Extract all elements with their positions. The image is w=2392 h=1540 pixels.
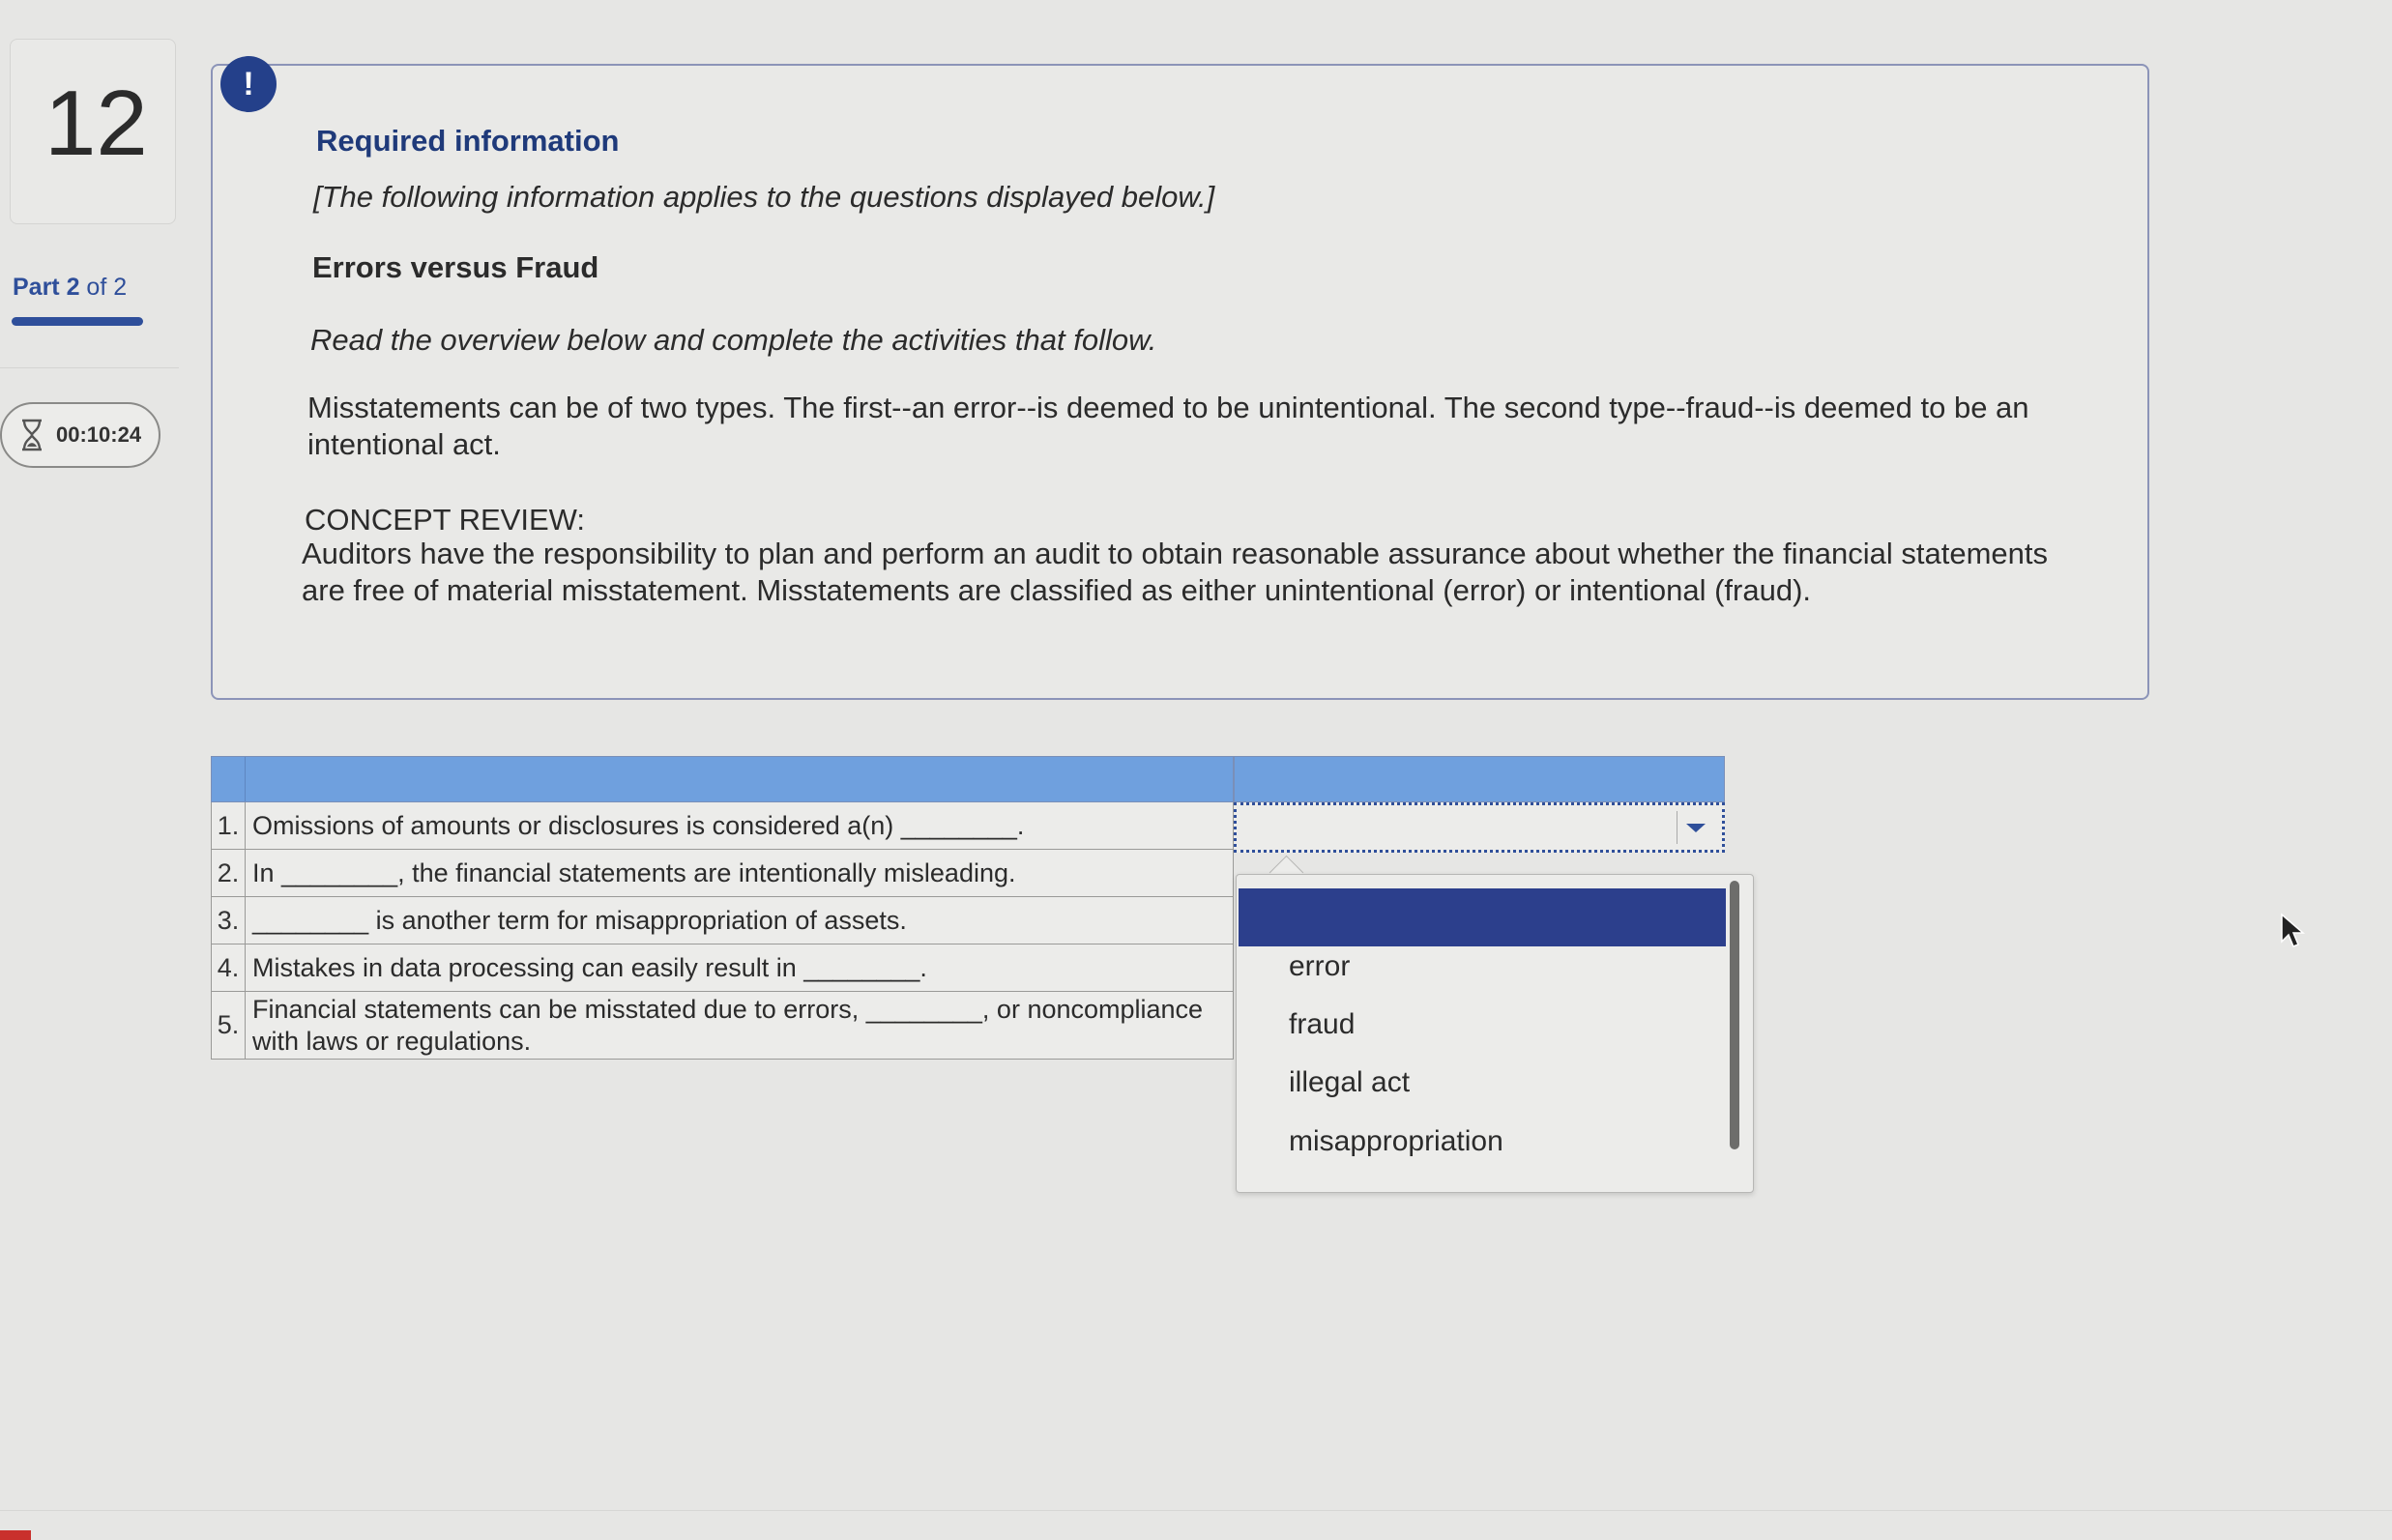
table-row bbox=[211, 897, 1234, 944]
required-information-title: Required information bbox=[316, 124, 620, 158]
option-misappropriation[interactable]: misappropriation bbox=[1289, 1125, 1503, 1157]
row-statement: Financial statements can be misstated due to errors, ________, or noncompliance with laws or regulations. bbox=[252, 994, 1204, 1056]
row-number: 1. bbox=[212, 802, 246, 849]
row-statement: ________ is another term for misappropriation of assets. bbox=[252, 905, 907, 935]
concept-review-title: CONCEPT REVIEW: bbox=[305, 503, 585, 537]
answer-select-row-1[interactable] bbox=[1234, 802, 1725, 853]
part-current: Part 2 bbox=[13, 274, 80, 301]
exclamation-icon: ! bbox=[220, 56, 277, 112]
row-number: 4. bbox=[212, 944, 246, 991]
row-number: 2. bbox=[212, 850, 246, 896]
row-statement: In ________, the financial statements are intentionally misleading. bbox=[252, 857, 1016, 887]
dropdown-scrollbar[interactable] bbox=[1730, 881, 1739, 1149]
answer-options-list bbox=[1236, 874, 1754, 1193]
rail-divider bbox=[0, 367, 179, 368]
row-statement: Omissions of amounts or disclosures is considered a(n) ________. bbox=[252, 810, 1025, 840]
row-number: 5. bbox=[212, 992, 246, 1059]
table-header bbox=[211, 756, 1234, 802]
question-table bbox=[211, 756, 1234, 1060]
section-title: Errors versus Fraud bbox=[312, 250, 599, 284]
part-indicator bbox=[13, 274, 127, 302]
concept-review-body: Auditors have the responsibility to plan and perform an audit to obtain reasonable assurance about whether the financial statements are free of material misstatement. Misstatements are classified as either unintentional (error) or intentional (fraud). bbox=[302, 537, 2049, 607]
table-row bbox=[211, 802, 1234, 850]
table-row bbox=[211, 850, 1234, 897]
overview-text: Misstatements can be of two types. The first--an error--is deemed to be unintentional. The second type--fraud--is deemed to be an intentional act. bbox=[307, 391, 2029, 461]
option-fraud[interactable]: fraud bbox=[1289, 1008, 1356, 1040]
mouse-cursor-icon bbox=[2280, 913, 2305, 954]
table-row bbox=[211, 944, 1234, 992]
chevron-down-icon[interactable] bbox=[1677, 811, 1714, 844]
option-error[interactable]: error bbox=[1289, 950, 1351, 982]
applies-note: [The following information applies to the questions displayed below.] bbox=[313, 180, 1215, 214]
hourglass-icon bbox=[19, 419, 44, 451]
option-illegal-act[interactable]: illegal act bbox=[1289, 1066, 1411, 1098]
timer[interactable] bbox=[0, 402, 160, 468]
instruction-text: Read the overview below and complete the activities that follow. bbox=[310, 323, 1157, 357]
question-number: 12 bbox=[44, 72, 148, 175]
option-blank-highlighted[interactable] bbox=[1239, 888, 1726, 946]
bottom-divider bbox=[0, 1510, 2392, 1511]
row-statement: Mistakes in data processing can easily result in ________. bbox=[252, 952, 927, 982]
answer-column-header bbox=[1234, 756, 1725, 802]
table-row bbox=[211, 992, 1234, 1060]
red-corner-tab bbox=[0, 1530, 31, 1540]
timer-value: 00:10:24 bbox=[56, 422, 142, 447]
row-number: 3. bbox=[212, 897, 246, 944]
part-total: of 2 bbox=[79, 274, 128, 301]
part-progress-bar bbox=[12, 317, 143, 326]
table-header-number-col bbox=[212, 757, 246, 801]
